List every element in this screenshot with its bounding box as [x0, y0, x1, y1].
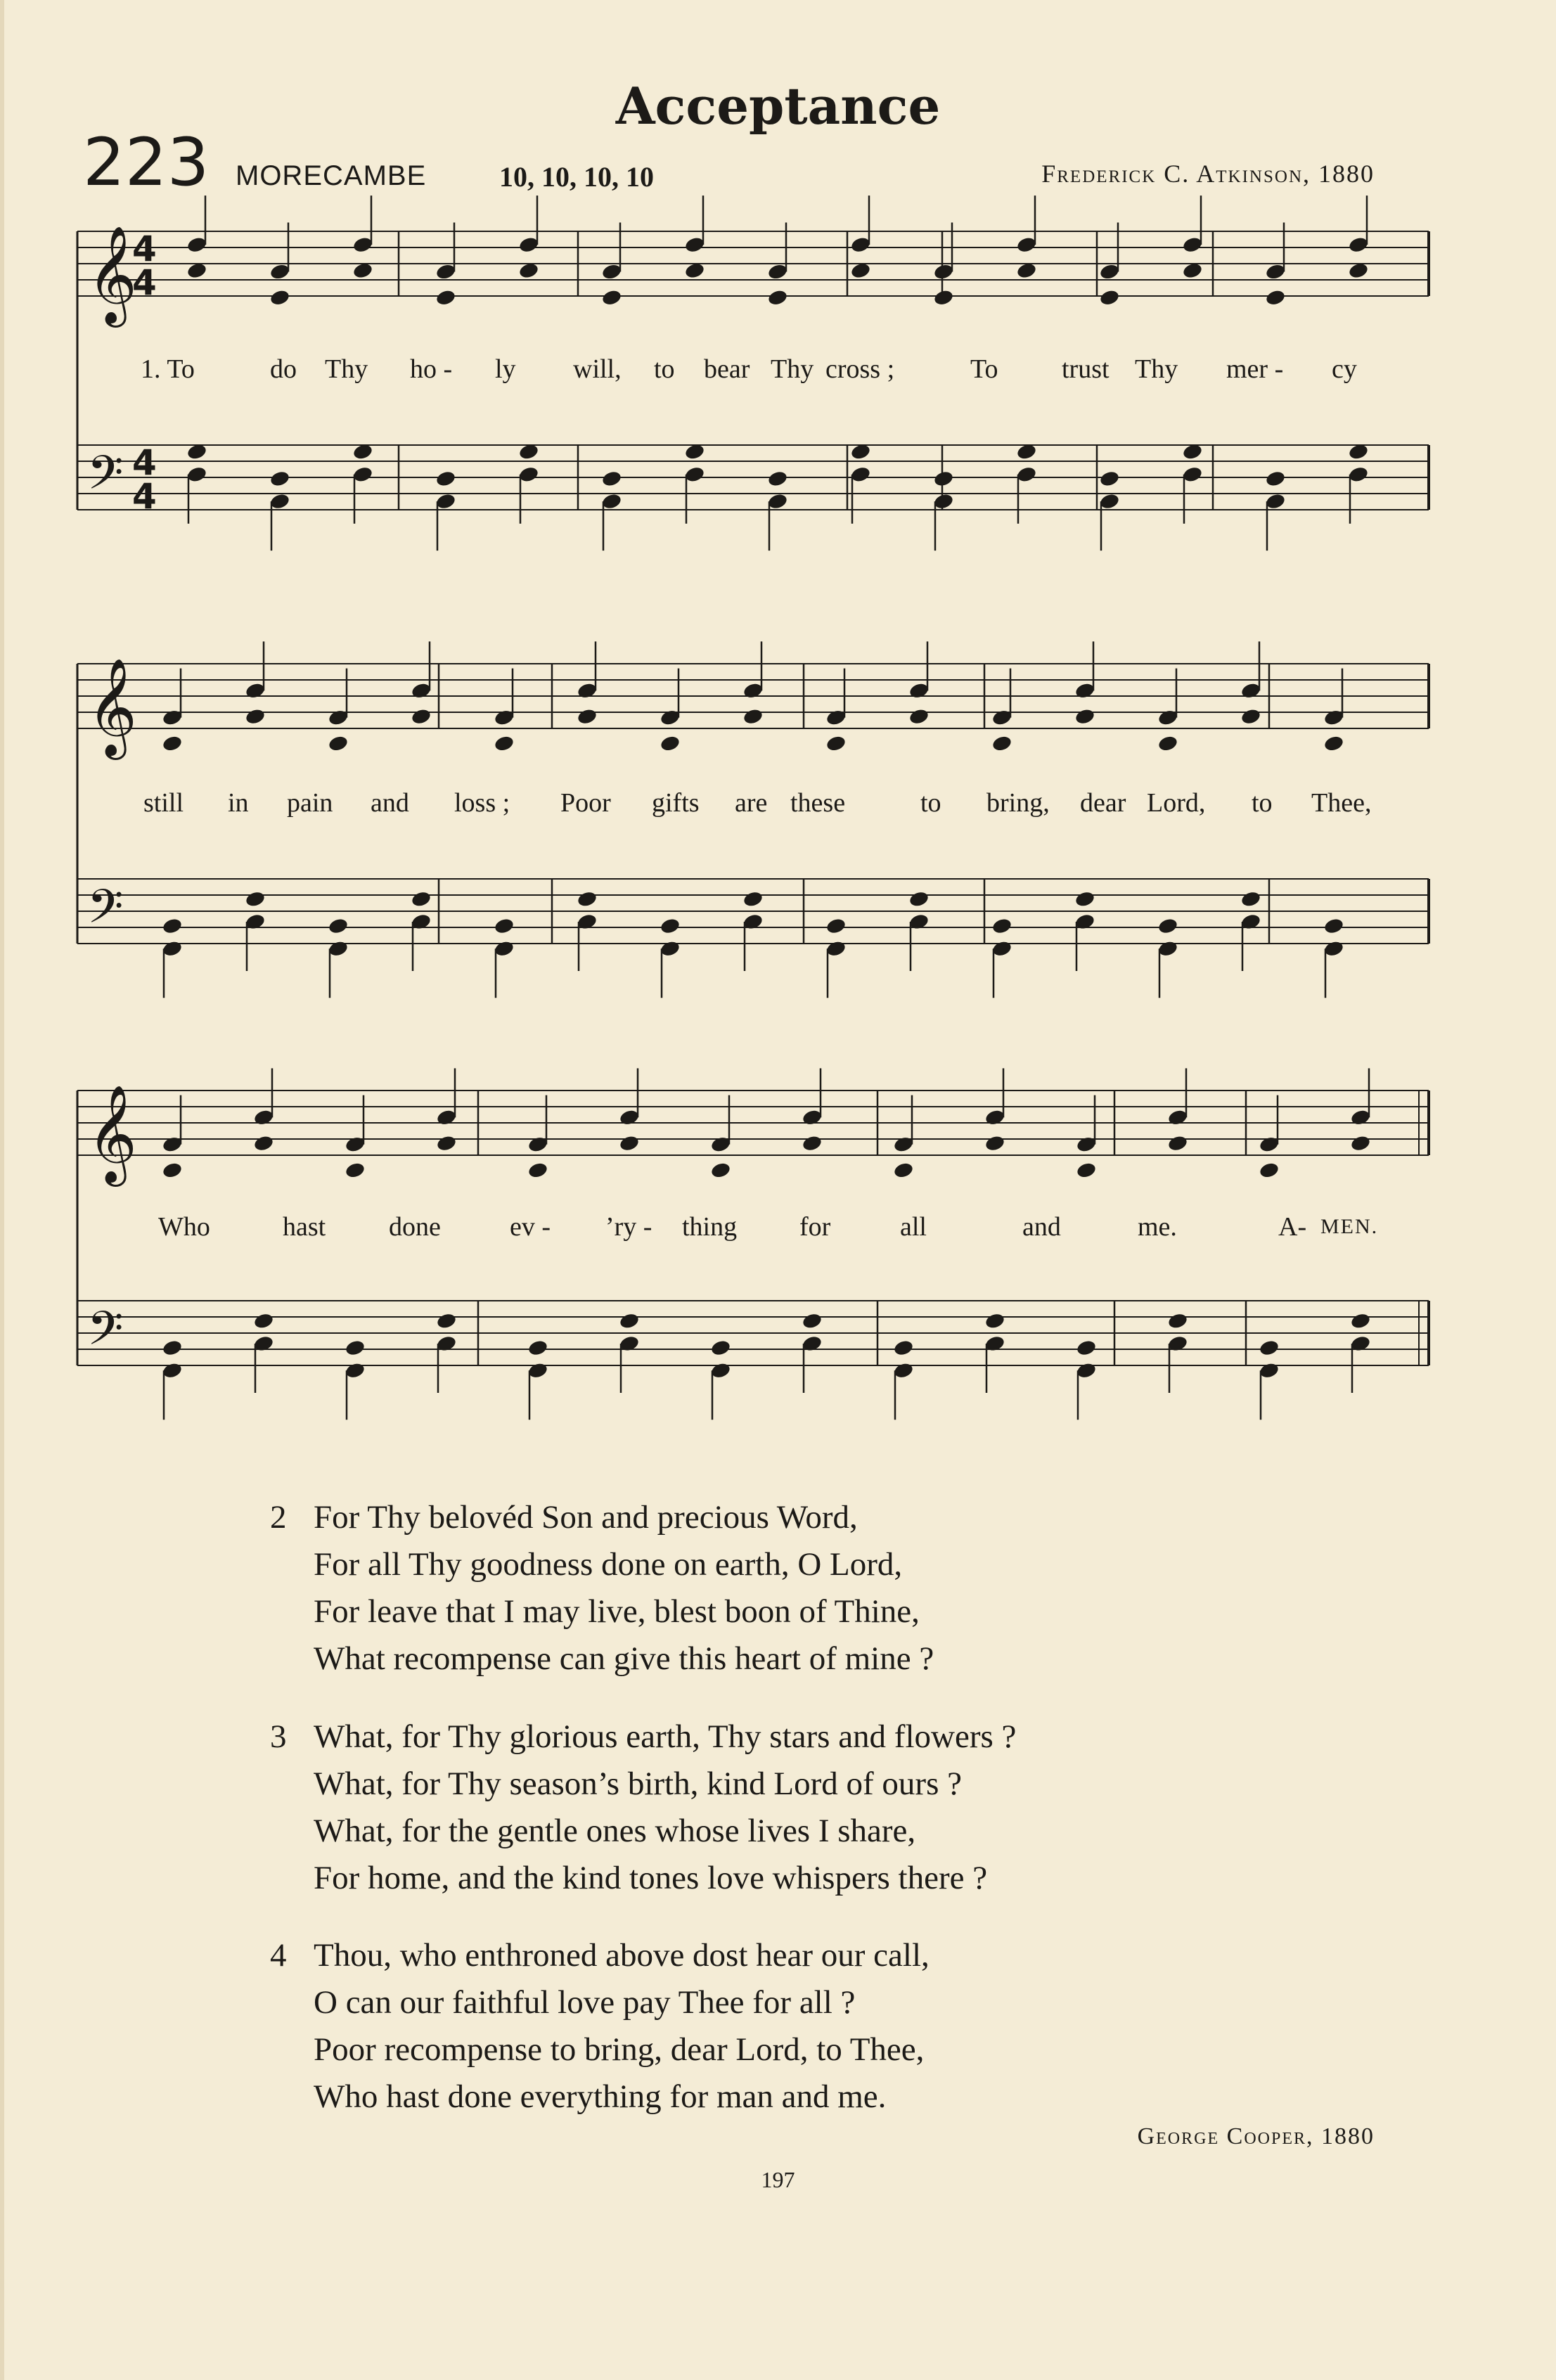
lyric: cy — [1332, 354, 1357, 384]
lyric: to — [920, 788, 941, 818]
lyric: all — [900, 1212, 927, 1242]
lyric: hast — [283, 1212, 326, 1242]
stanza-line: Thou, who enthroned above dost hear our call, — [314, 1937, 930, 1974]
stanza-number: 4 — [270, 1937, 287, 1974]
svg-text:𝄞: 𝄞 — [87, 658, 137, 756]
stanza-line: Poor recompense to bring, dear Lord, to Thee, — [314, 2031, 925, 2068]
svg-text:𝄢: 𝄢 — [87, 446, 124, 511]
meter: 10, 10, 10, 10 — [499, 161, 654, 193]
lyric: A- — [1278, 1212, 1307, 1242]
lyric: Lord, — [1147, 788, 1206, 818]
lyric: and — [371, 788, 409, 818]
lyric: Thy — [325, 354, 368, 384]
lyric: pain — [287, 788, 333, 818]
stanza-line: For home, and the kind tones love whispers there ? — [314, 1860, 988, 1896]
lyric: to — [654, 354, 675, 384]
page-number: 197 — [761, 2167, 795, 2192]
lyric: bear — [704, 354, 750, 384]
lyric: ho - — [410, 354, 453, 384]
lyric: still — [143, 788, 184, 818]
lyric: in — [228, 788, 249, 818]
page-edge — [0, 0, 4, 2380]
lyric: To — [970, 354, 998, 384]
svg-text:4: 4 — [132, 262, 157, 303]
lyric: and — [1022, 1212, 1061, 1242]
stanza-line: Who hast done everything for man and me. — [314, 2078, 887, 2115]
lyric: mer - — [1226, 354, 1284, 384]
svg-text:4: 4 — [132, 476, 157, 517]
stanza-line: What, for the gentle ones whose lives I share, — [314, 1813, 916, 1849]
lyric: Thy — [771, 354, 814, 384]
lyric: these — [790, 788, 846, 818]
lyric: cross ; — [825, 354, 895, 384]
stanza-4 — [270, 1932, 930, 2121]
lyric: for — [799, 1212, 831, 1242]
lyric: Thee, — [1311, 788, 1372, 818]
lyric: done — [389, 1212, 441, 1242]
lyric: dear — [1080, 788, 1126, 818]
tune-name: MORECAMBE — [236, 160, 427, 191]
hymn-title: Acceptance — [615, 76, 941, 136]
author-credit: George Cooper, 1880 — [1137, 2123, 1375, 2149]
stanza-line: What recompense can give this heart of mine ? — [314, 1640, 934, 1677]
svg-text:𝄢: 𝄢 — [87, 1301, 124, 1367]
hymn-number: 223 — [83, 124, 210, 201]
lyric: Who — [158, 1212, 210, 1242]
stanza-line: What, for Thy glorious earth, Thy stars and flowers ? — [314, 1718, 1017, 1755]
lyric: to — [1252, 788, 1273, 818]
lyric: MEN. — [1320, 1215, 1379, 1238]
lyric: bring, — [986, 788, 1050, 818]
lyric: ’ry - — [605, 1212, 652, 1242]
composer-credit: Frederick C. Atkinson, 1880 — [1041, 160, 1375, 188]
svg-text:𝄞: 𝄞 — [87, 1085, 137, 1183]
stanza-line: For all Thy goodness done on earth, O Lord, — [314, 1546, 903, 1583]
stanza-3 — [270, 1713, 1016, 1902]
lyric: 1. To — [141, 354, 195, 384]
stanza-2 — [270, 1494, 934, 1683]
stanza-line: O can our faithful love pay Thee for all ? — [314, 1984, 856, 2021]
lyric: do — [270, 354, 297, 384]
stanza-number: 2 — [270, 1499, 287, 1536]
svg-text:4: 4 — [132, 442, 157, 483]
lyric: Thy — [1135, 354, 1178, 384]
lyric: are — [735, 788, 768, 818]
lyric: me. — [1138, 1212, 1177, 1242]
stanza-line: For Thy belovéd Son and precious Word, — [314, 1499, 858, 1536]
svg-text:𝄞: 𝄞 — [87, 226, 137, 323]
lyric: thing — [682, 1212, 738, 1242]
lyric: ly — [495, 354, 516, 384]
stanza-line: For leave that I may live, blest boon of Thine, — [314, 1593, 920, 1630]
lyric: Poor — [560, 788, 611, 818]
lyric: gifts — [652, 788, 700, 818]
stanza-number: 3 — [270, 1718, 287, 1755]
stanza-line: What, for Thy season’s birth, kind Lord of ours ? — [314, 1765, 962, 1802]
lyric: loss ; — [454, 788, 510, 818]
svg-text:𝄢: 𝄢 — [87, 880, 124, 945]
lyric: will, — [573, 354, 622, 384]
lyric: trust — [1062, 354, 1110, 384]
svg-text:4: 4 — [132, 229, 157, 269]
lyric: ev - — [510, 1212, 551, 1242]
